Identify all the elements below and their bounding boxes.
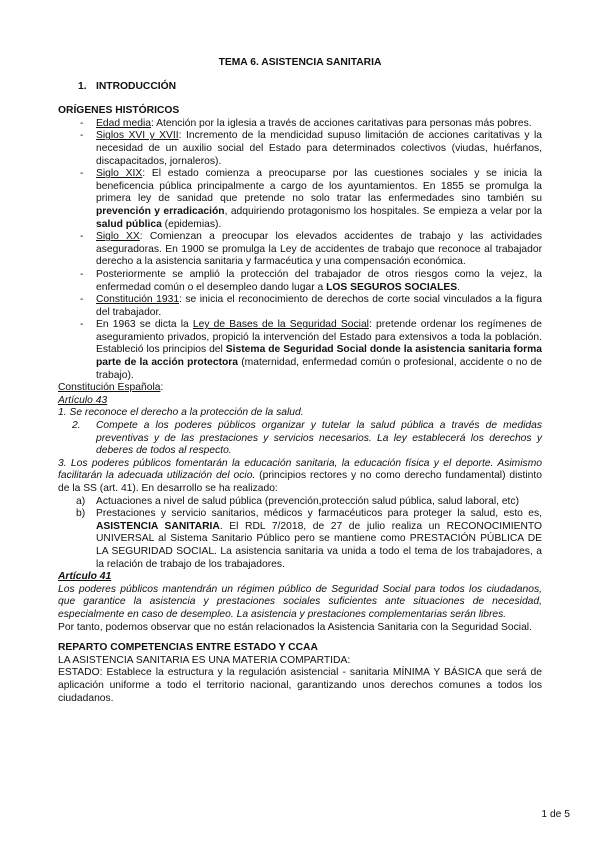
item-text: Compete a los poderes públicos organizar y tutelar la salud pública a través de medidas preventivas y de las prestaciones y servicios necesarios. La ley establecerá los derechos y deberes de todos al respecto. [96,420,542,457]
bold-text: LOS SEGUROS SOCIALES [326,281,458,293]
item-text: (epidemias). [161,218,222,230]
spacer [58,634,542,642]
heading-origenes: ORÍGENES HISTÓRICOS [58,105,180,117]
term-edad-media: Edad media [96,117,151,129]
item-text: (principios rectores y no como derecho fundamental) distinto de la SS (art. 41). En desarrollo se ha realizado: [58,470,542,494]
conclusion-text: Por tanto, podemos observar que no están relacionados la Asistencia Sanitaria con la Seguridad Social. [58,621,532,633]
list-item [96,269,542,294]
constitution-label [58,382,542,395]
article-43-label: Artículo 43 [58,394,108,406]
item-text: : se inicia el reconocimiento de derechos de corte social vinculados a la figura del trabajador. [96,294,542,318]
article-41-label: Artículo 41 [58,571,112,583]
item-marker: a) [76,495,86,507]
bold-text: Sistema de Seguridad Social donde la asistencia sanitaria forma parte de la acción protectora [96,344,542,369]
article-41-text: Los poderes públicos mantendrán un régimen público de Seguridad Social para todos los ciudadanos, que garantice la asistencia y prestaciones sociales suficientes ante situaciones de necesidad, especialmente en caso de desempleo. La asistencia y prestaciones complementarias serán libres. [58,583,542,620]
term-siglo-xx: Siglo XX [96,231,140,243]
item-text: : Incremento de la mendicidad supuso limitación de acciones caritativas y la necesidad de un auxilio social del Estado para determinados colectivos (viudas, huérfanos, discapacitados, jornaleros). [96,130,542,167]
term-constitucion-1931: Constitución 1931 [96,294,180,306]
term-siglos-xvi-xvii: Siglos XVI y XVII [96,130,179,142]
development-list [58,496,542,572]
reparto-estado: ESTADO: Establece la estructura y la regulación asistencial - sanitaria MÍNIMA Y BÁSICA que será de aplicación uniforme a todo el territorio nacional, garantizando unos derechos comunes a todos los ciudadanos. [58,667,542,704]
section-introduccion [78,81,542,94]
italic-text: 3. Los poderes públicos fomentarán la educación sanitaria, la educación física y el deporte. Asimismo facilitarán la adecuada utilización del ocio. [58,457,542,482]
item-marker: b) [76,508,86,520]
article-43-p2 [58,420,542,458]
term-ley-bases: Ley de Bases de la Seguridad Social [192,319,369,331]
item-text: , adquiriendo protagonismo los hospitales. Se empieza a velar por la [224,205,543,217]
list-item [96,319,542,382]
article-43-p1: 1. Se reconoce el derecho a la protección de la salud. [58,407,304,419]
colon: : [160,382,164,394]
item-text: (maternidad, enfermedad común o profesional, accidente o no de trabajo). [96,357,542,381]
page-number: 1 de 5 [541,809,570,820]
item-number: 2. [72,420,81,432]
list-item [76,495,542,509]
reparto-subheading: LA ASISTENCIA SANITARIA ES UNA MATERIA COMPARTIDA: [58,654,351,666]
item-text: : Comienzan a preocupar los elevados accidentes de trabajo y las actividades aseguradoras. En 1900 se promulga la Ley de accidentes de trabajo que reconoce al trabajador derecho a la asistencia sanitaria y farmacéutica y una compensación económica. [96,231,542,268]
item-text: . El RDL 7/2018, de 27 de julio realiza un RECONOCIMIENTO UNIVERSAL al Sistema Sanitario Público pero se mantiene como PRESTACIÓN PÚBLICA DE LA SEGURIDAD SOCIAL. La asistencia sanitaria va unida a todo el tema de los trabajadores, a la relación de trabajo de los trabajadores. [96,520,542,570]
item-text: : pretende ordenar los regímenes de aseguramiento privados, propició la intervención del Estado para extensivos a toda la población. Estableció los principios del [96,319,542,356]
list-item [96,168,542,231]
list-item [76,508,542,571]
origins-list [58,118,542,382]
article-43-p3 [58,458,542,496]
page-title: TEMA 6. ASISTENCIA SANITARIA [218,57,382,68]
list-item [96,231,542,269]
section-label: INTRODUCCIÓN [96,80,177,92]
item-text: En 1963 se dicta la [96,319,193,331]
item-text: . [457,281,461,293]
section-number: 1. [78,80,87,92]
item-text: Posteriormente se amplió la protección del trabajador de otros riesgos como la vejez, la enfermedad común o el desempleo dando lugar a [96,268,542,293]
item-text: Prestaciones y servicio sanitarios, médicos y farmacéuticos para proteger la salud, esto es, [96,508,542,520]
list-item [96,118,542,131]
constitution-label-text: Constitución Española [58,382,161,394]
list-item [96,294,542,319]
page-content [58,57,542,705]
list-item [96,130,542,168]
bold-text: prevención y erradicación [96,205,225,217]
term-siglo-xix: Siglo XIX [96,168,143,180]
item-text: : El estado comienza a preocuparse por las cuestiones sociales y se inicia la beneficencia pública principalmente a cargo de los ayuntamientos. En 1855 se promulga la primera ley de sanidad que pretende no solo tratar las enfermedades sino también su [96,168,542,205]
bold-text: ASISTENCIA SANITARIA [96,520,220,532]
item-text: : Atención por la iglesia a través de acciones caritativas para personas más pobres. [150,117,532,129]
bold-text: salud pública [96,218,162,230]
item-text: Actuaciones a nivel de salud pública (prevención,protección salud pública, salud laboral, etc) [96,495,519,507]
heading-reparto: REPARTO COMPETENCIAS ENTRE ESTADO Y CCAA [58,642,318,654]
